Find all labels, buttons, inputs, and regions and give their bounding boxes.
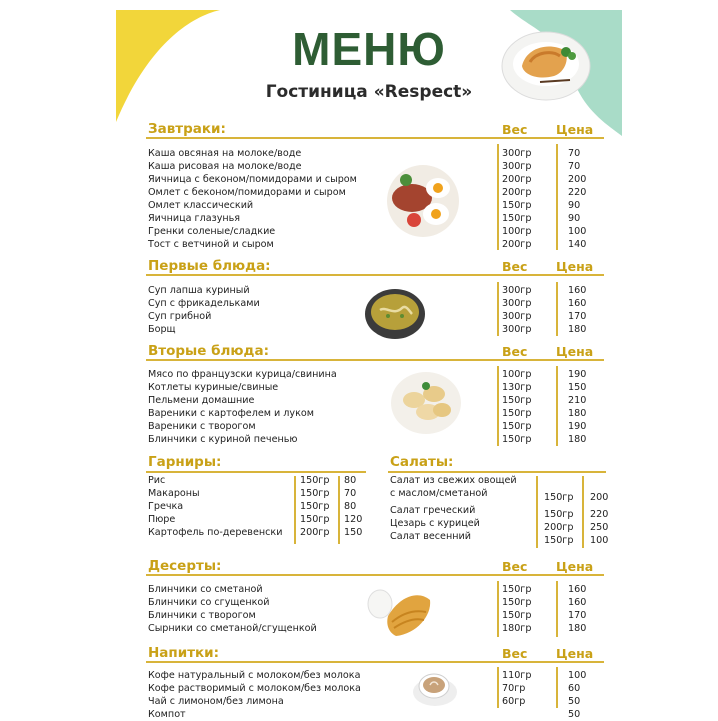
- desserts-col-divider-1: [497, 581, 499, 637]
- second-courses-title: Вторые блюда:: [148, 343, 269, 359]
- garnish-title: Гарниры:: [148, 454, 222, 470]
- breakfast-photo: [384, 162, 462, 240]
- first-courses-title: Первые блюда:: [148, 258, 271, 274]
- page-subtitle: Гостиница «Respect»: [265, 82, 473, 102]
- garnish-divider: [146, 471, 366, 473]
- drinks-price-header: Цена: [556, 646, 594, 661]
- garnish-col-divider-1: [294, 476, 296, 544]
- breakfast-divider: [146, 137, 604, 139]
- first-price-header: Цена: [556, 259, 594, 274]
- breakfast-col-divider-1: [497, 144, 499, 250]
- first-col-divider-2: [556, 282, 558, 336]
- dumplings-photo: [390, 370, 462, 436]
- desserts-col-divider-2: [556, 581, 558, 637]
- salads-col-divider-1: [536, 476, 538, 548]
- salads-title: Салаты:: [390, 454, 454, 470]
- drinks-col-divider-2: [556, 667, 558, 708]
- breakfast-title: Завтраки:: [148, 121, 226, 137]
- soup-photo: [364, 284, 426, 340]
- breakfast-price-header: Цена: [556, 122, 594, 137]
- desserts-weight-header: Вес: [502, 559, 528, 574]
- garnish-col-divider-2: [338, 476, 340, 544]
- first-divider: [146, 274, 604, 276]
- second-price-header: Цена: [556, 344, 594, 359]
- salads-divider: [388, 471, 606, 473]
- breakfast-col-divider-2: [556, 144, 558, 250]
- menu-sheet: МЕНЮ Гостиница «Respect» Завтраки: Вес Цена Каша овсяная на молоке/воде 300гр 70 Каша рисовая на молоке/воде 300гр 70 Яичница с беконом/помидорами и сыром 200гр 200 Омлет с беконом/помидорами и сыром 200гр 220 Омлет классический 150гр 90 Яичница глазунья 150гр 90 Гренки соленые/сладкие 100гр 100 Тост с ветчиной и сыром 200гр 140 Первые блюда: Вес Цена Суп лапша куриный 300гр 160 Суп с фрикадельками 300гр 160 Суп грибной 300гр 170 Борщ 300гр 180 Вторые блюда: Вес Цена Мясо по французски курица/свинина 100гр 190 Котлеты куриные/свиные 130гр 150 Пельмени домашние 150гр 210 Вареники с картофелем и луком 150гр 180 Вареники с творогом 150гр 190 Блинчики с куриной печенью 150гр 180 Гарниры: Рис 150гр 80 Макароны 150гр 70 Гречка 150гр 80 Пюре 150гр 120 Картофель по-деревенски 200гр 150 Салаты: Салат из свежих овощей с маслом/сметаной 150гр 200 Салат греческий 150гр 220 Цезарь с курицей 200гр 250 Салат весенний 150гр 100 Десерты: Вес Цена Блинчики со сметаной 150гр 160 Блинчики со сгущенкой 150гр 160 Блинчики с творогом 150гр 170 Сырники со сметаной/сгущенкой 180гр 180 Напитки: Вес Цена Кофе натуральный с молоком/без молока 110гр 100 Кофе растворимый с молоком/без молока 70гр 60 Чай с лимоном/без лимона 60гр 50 Компот 50: [116, 10, 622, 708]
- first-col-divider-1: [497, 282, 499, 336]
- page-title: МЕНЮ: [292, 23, 446, 75]
- drinks-divider: [146, 661, 604, 663]
- second-divider: [146, 359, 604, 361]
- coffee-photo: [412, 666, 458, 708]
- second-weight-header: Вес: [502, 344, 528, 359]
- pancakes-photo: [370, 576, 434, 642]
- salads-col-divider-2: [582, 476, 584, 548]
- drinks-col-divider-1: [497, 667, 499, 708]
- desserts-price-header: Цена: [556, 559, 594, 574]
- drinks-weight-header: Вес: [502, 646, 528, 661]
- first-weight-header: Вес: [502, 259, 528, 274]
- second-col-divider-2: [556, 366, 558, 446]
- breakfast-weight-header: Вес: [502, 122, 528, 137]
- desserts-title: Десерты:: [148, 558, 222, 574]
- second-col-divider-1: [497, 366, 499, 446]
- drinks-title: Напитки:: [148, 645, 220, 661]
